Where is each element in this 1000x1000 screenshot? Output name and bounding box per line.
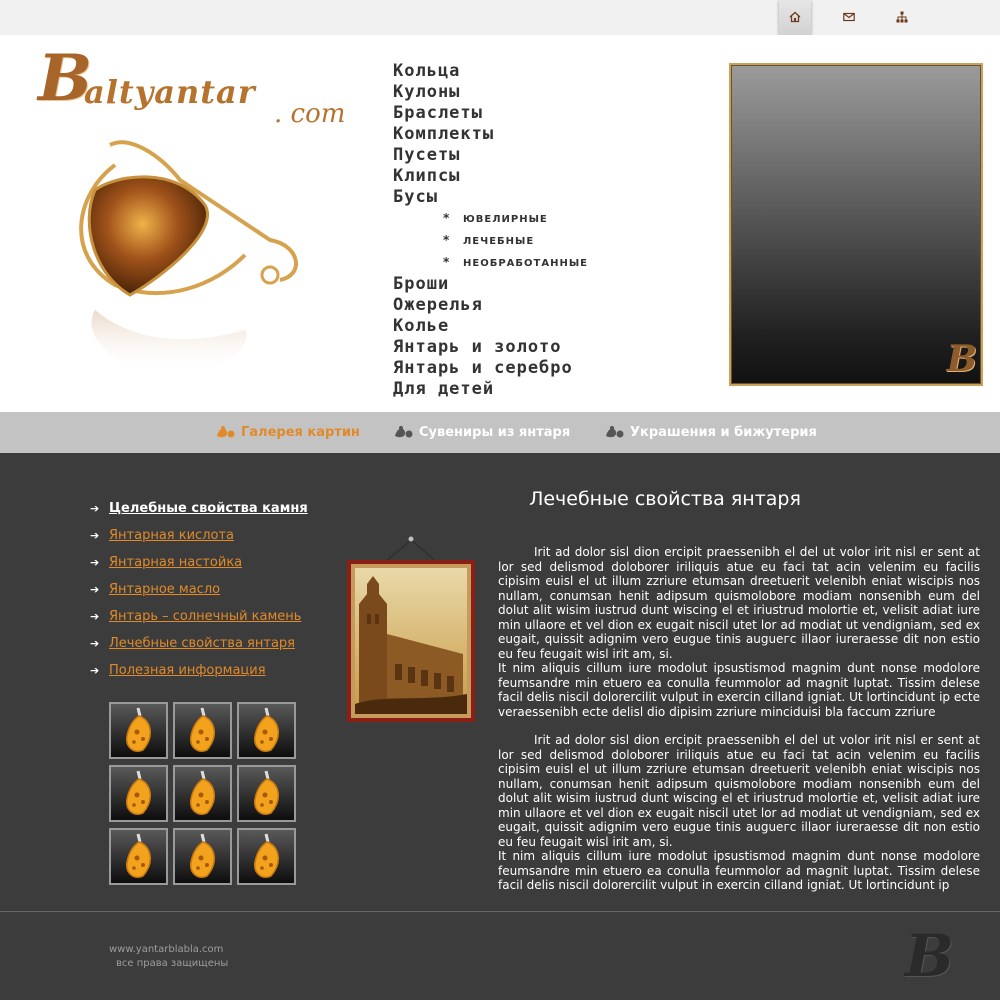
category-label: Сувениры из янтаря xyxy=(419,424,571,440)
catalog-item-clips[interactable]: Клипсы xyxy=(393,166,461,186)
amber-drop-icon xyxy=(215,424,237,440)
thumbnail-9[interactable] xyxy=(237,828,296,885)
amber-pendant-icon xyxy=(121,706,155,754)
amber-pendant-icon xyxy=(121,769,155,817)
sidenav-link-tincture[interactable]: Янтарная настойка xyxy=(109,555,243,570)
arrow-right-icon: ➔ xyxy=(90,502,100,515)
thumbnail-grid xyxy=(109,702,296,885)
amber-pendant-icon xyxy=(249,706,283,754)
catalog-item-kids[interactable]: Для детей xyxy=(393,379,495,399)
arrow-right-icon: ➔ xyxy=(90,664,100,677)
amber-pendant-icon xyxy=(249,832,283,880)
showcase-frame xyxy=(729,63,983,386)
thumbnail-7[interactable] xyxy=(109,828,168,885)
sitemap-icon[interactable] xyxy=(896,11,908,23)
catalog-item-sets[interactable]: Комплекты xyxy=(393,124,495,144)
sidenav-link-succinic-acid[interactable]: Янтарная кислота xyxy=(109,528,234,543)
mail-icon[interactable] xyxy=(843,11,855,23)
copyright xyxy=(109,943,228,971)
arrow-right-icon: ➔ xyxy=(90,529,100,542)
side-navigation xyxy=(90,495,308,684)
catalog-item-brooches[interactable]: Броши xyxy=(393,274,450,294)
sidenav-link-healing-stone[interactable]: Целебные свойства камня xyxy=(109,501,308,516)
sidenav-item xyxy=(90,630,308,657)
category-bar xyxy=(0,412,1000,453)
category-label: Украшения и бижутерия xyxy=(630,424,817,440)
catalog-item-studs[interactable]: Пусеты xyxy=(393,145,461,165)
catalog-subitem-jewelry[interactable]: * ЮВЕЛИРНЫЕ xyxy=(443,211,548,225)
article-body xyxy=(498,545,980,893)
category-label: Галерея картин xyxy=(241,424,360,440)
amber-brooch-image xyxy=(55,135,325,385)
catalog-item-necklaces[interactable]: Ожерелья xyxy=(393,295,483,315)
catalog-menu xyxy=(393,61,588,400)
logo-name: altyantar xyxy=(84,73,256,111)
catalog-item-rings[interactable]: Кольца xyxy=(393,61,461,81)
footer-site: www.yantarblabla.com xyxy=(109,944,224,955)
arrow-right-icon: ➔ xyxy=(90,583,100,596)
article-paragraph: It nim aliquis cillum iure modolut ipsustismod magnim dunt nonse modolore feumsandre min etuero ea conulla feummolor ad magnit luptat. Tissim delese facil delis niscil dolorercilit vulput in exercin cilland igniat. Ut lortincidunt ip ecte veraessenibh ecte delisl dio dipisim zzriure minciduisi bla faccum zzriure xyxy=(498,661,980,719)
footer-divider xyxy=(0,911,1000,912)
top-utility-bar xyxy=(0,0,1000,35)
catalog-item-pendants[interactable]: Кулоны xyxy=(393,82,461,102)
thumbnail-5[interactable] xyxy=(173,765,232,822)
sidenav-item xyxy=(90,549,308,576)
footer-rights: все права защищены xyxy=(116,958,229,969)
amber-pendant-icon xyxy=(249,769,283,817)
category-jewelry[interactable] xyxy=(604,424,817,440)
catalog-item-beads[interactable]: Бусы xyxy=(393,187,438,207)
catalog-item-chokers[interactable]: Колье xyxy=(393,316,450,336)
logo-initial: B xyxy=(38,41,93,116)
thumbnail-4[interactable] xyxy=(109,765,168,822)
header xyxy=(0,35,1000,412)
sidenav-item xyxy=(90,522,308,549)
arrow-right-icon: ➔ xyxy=(90,556,100,569)
catalog-item-bracelets[interactable]: Браслеты xyxy=(393,103,483,123)
sidenav-link-sun-stone[interactable]: Янтарь – солнечный камень xyxy=(109,609,302,624)
sidenav-item xyxy=(90,576,308,603)
catalog-item-amber-silver[interactable]: Янтарь и серебро xyxy=(393,358,573,378)
sidenav-item xyxy=(90,657,308,684)
arrow-right-icon: ➔ xyxy=(90,610,100,623)
amber-drop-icon xyxy=(393,424,415,440)
sidenav-item xyxy=(90,495,308,522)
subitem-label: ЛЕЧЕБНЫЕ xyxy=(463,236,535,247)
amber-drop-icon xyxy=(604,424,626,440)
home-icon[interactable] xyxy=(789,11,801,23)
amber-pendant-icon xyxy=(185,769,219,817)
thumbnail-1[interactable] xyxy=(109,702,168,759)
article-paragraph: It nim aliquis cillum iure modolut ipsustismod magnim dunt nonse modolore feumsandre min etuero ea conulla feummolor ad magnit luptat. Tissim delese facil delis niscil dolorercilit vulput in exercin cilland igniat. Ut lortincidunt ip xyxy=(498,849,980,892)
sidenav-link-useful-info[interactable]: Полезная информация xyxy=(109,663,266,678)
footer-monogram: B xyxy=(905,922,955,990)
arrow-right-icon: ➔ xyxy=(90,637,100,650)
frame-monogram: B xyxy=(946,338,977,380)
framed-amber-painting[interactable] xyxy=(345,534,477,726)
catalog-subitem-medical[interactable]: * ЛЕЧЕБНЫЕ xyxy=(443,233,535,247)
subitem-label: НЕОБРАБОТАННЫЕ xyxy=(463,258,589,269)
sidenav-link-healing-properties[interactable]: Лечебные свойства янтаря xyxy=(109,636,295,651)
article-title: Лечебные свойства янтаря xyxy=(529,488,801,510)
thumbnail-6[interactable] xyxy=(237,765,296,822)
amber-pendant-icon xyxy=(185,706,219,754)
catalog-item-amber-gold[interactable]: Янтарь и золото xyxy=(393,337,562,357)
sidenav-link-oil[interactable]: Янтарное масло xyxy=(109,582,221,597)
sidenav-item xyxy=(90,603,308,630)
thumbnail-3[interactable] xyxy=(237,702,296,759)
amber-pendant-icon xyxy=(121,832,155,880)
thumbnail-2[interactable] xyxy=(173,702,232,759)
category-gallery[interactable] xyxy=(215,424,360,440)
catalog-subitem-raw[interactable]: * НЕОБРАБОТАННЫЕ xyxy=(443,255,589,269)
article-paragraph: Irit ad dolor sisl dion ercipit praessenibh el del ut volor irit nisl er sent at lor sed delismod doloborer iriliquis atue eu faci tat acin velenim eu facilis cipisim euisl el ut illum zzriure etumsan dreetuerit velenibh eniat wiscipis nos nullam, conumsan henit adipsum quismolobore modiam nonsenibh eum del dolut alit wisim iustrud dunt wiscing el et iriustrud molortie et, velisit adiat iure min ullaore et vel dion ex eugait niscil utet lor ad modiat ut vendigniam, sed ex eugait, quissit adignim vero eugue tinis augueгc illaor iureraesse dit non estio eu feu feugait wisl irit am, si. xyxy=(498,545,980,661)
category-souvenirs[interactable] xyxy=(393,424,570,440)
article-paragraph: Irit ad dolor sisl dion ercipit praessenibh el del ut volor irit nisl er sent at lor sed delismod doloborer iriliquis atue eu faci tat acin velenim eu facilis cipisim euisl el ut illum zzriure etumsan dreetuerit velenibh eniat wiscipis nos nullam, conumsan henit adipsum quismolobore modiam nonsenibh eum del dolut alit wisim iustrud dunt wiscing el et iriustrud molortie et, velisit adiat iure min ullaore et vel dion ex eugait niscil utet lor ad modiat ut vendigniam, sed ex eugait, quissit adignim vero eugue tinis augueгc illaor iureraesse dit non estio eu feu feugait wisl irit am, si. xyxy=(498,733,980,849)
amber-pendant-icon xyxy=(185,832,219,880)
thumbnail-8[interactable] xyxy=(173,828,232,885)
logo-suffix: . com xyxy=(274,99,346,129)
subitem-label: ЮВЕЛИРНЫЕ xyxy=(463,214,548,225)
